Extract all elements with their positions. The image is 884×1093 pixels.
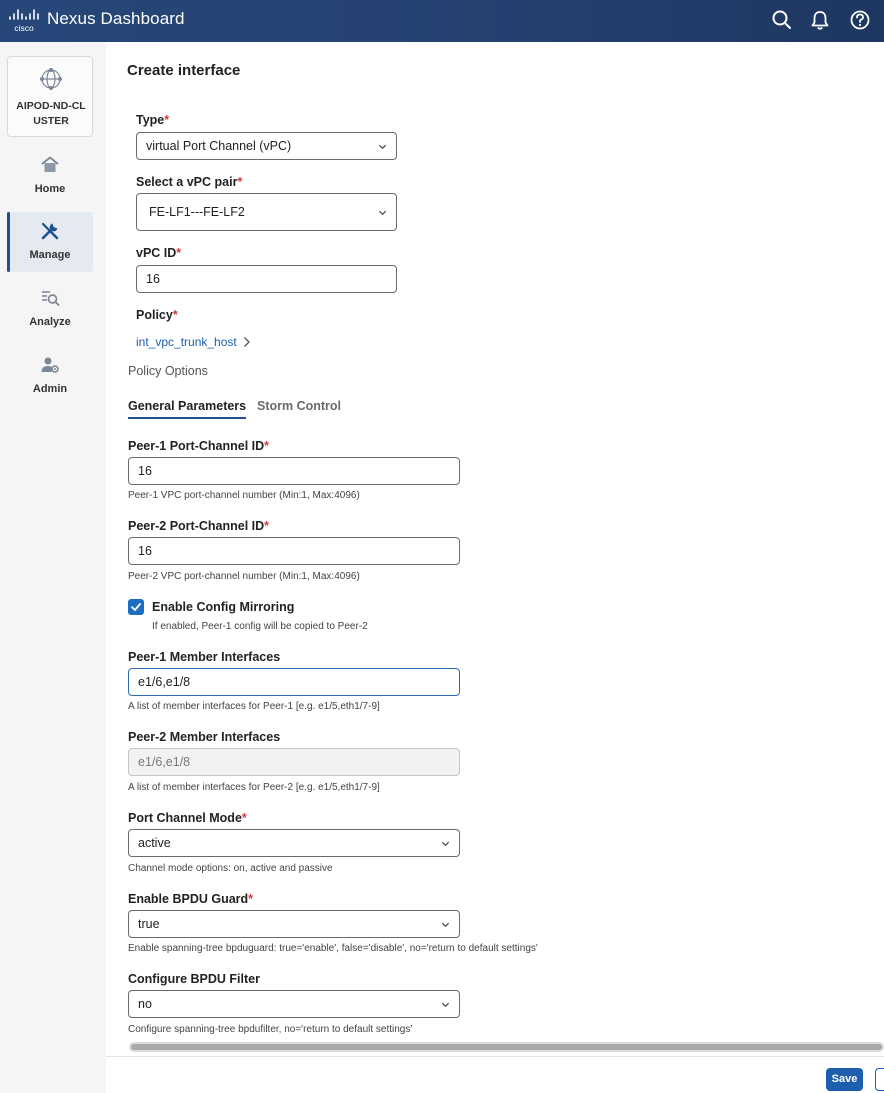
policy-options-heading: Policy Options <box>128 364 208 378</box>
policy-link-text: int_vpc_trunk_host <box>136 335 237 349</box>
top-bar <box>0 0 884 42</box>
bpdu-guard-value: true <box>138 917 160 931</box>
horizontal-scrollbar[interactable] <box>129 1042 884 1052</box>
vpc-id-value: 16 <box>146 272 160 286</box>
policy-link[interactable] <box>136 334 248 349</box>
peer1-pc-id-help: Peer-1 VPC port-channel number (Min:1, Max:4096) <box>128 490 360 501</box>
scrollbar-thumb[interactable] <box>131 1044 882 1050</box>
peer2-pc-id-help: Peer-2 VPC port-channel number (Min:1, Max:4096) <box>128 571 360 582</box>
help-icon[interactable] <box>849 9 871 31</box>
config-mirroring-label: Enable Config Mirroring <box>152 600 295 614</box>
type-label: Type* <box>136 113 170 127</box>
home-icon <box>40 155 60 175</box>
vpc-pair-label: Select a vPC pair* <box>136 175 243 189</box>
config-mirroring-checkbox[interactable] <box>128 599 144 615</box>
search-icon[interactable] <box>771 9 793 31</box>
type-select[interactable] <box>136 132 397 160</box>
analyze-icon <box>40 288 60 308</box>
svg-text:cisco: cisco <box>14 23 34 33</box>
save-button[interactable]: Save <box>826 1068 863 1091</box>
cluster-card[interactable] <box>7 56 93 137</box>
vpc-id-label: vPC ID* <box>136 246 182 260</box>
check-icon <box>130 601 142 613</box>
sidebar-item-home[interactable] <box>7 146 93 206</box>
peer2-members-input[interactable] <box>128 748 460 776</box>
sidebar-item-label: Home <box>34 183 66 195</box>
chevron-down-icon <box>441 839 450 848</box>
vpc-id-input[interactable] <box>136 265 397 293</box>
peer1-members-help: A list of member interfaces for Peer-1 [e.g. e1/5,eth1/7-9] <box>128 701 380 712</box>
sidebar-item-manage[interactable] <box>7 212 93 272</box>
globe-network-icon <box>39 67 63 91</box>
peer2-pc-id-label: Peer-2 Port-Channel ID* <box>128 519 270 533</box>
vpc-pair-select[interactable] <box>136 193 397 231</box>
cluster-name: AIPOD-ND-CL USTER <box>16 100 86 127</box>
main-content <box>106 42 884 1093</box>
policy-label: Policy* <box>136 308 178 322</box>
bell-icon[interactable] <box>809 9 831 31</box>
peer1-pc-id-label: Peer-1 Port-Channel ID* <box>128 439 270 453</box>
sidebar-item-label: Admin <box>32 383 68 395</box>
peer1-pc-id-input[interactable] <box>128 457 460 485</box>
sidebar-item-analyze[interactable] <box>7 279 93 339</box>
admin-icon <box>40 355 60 375</box>
vpc-pair-select-value: FE-LF1---FE-LF2 <box>149 205 245 219</box>
chevron-right-icon <box>243 336 251 348</box>
peer1-members-input[interactable] <box>128 668 460 696</box>
type-select-value: virtual Port Channel (vPC) <box>146 139 292 153</box>
wrench-icon <box>40 221 60 241</box>
cisco-logo <box>8 7 40 35</box>
tab-general-parameters[interactable]: General Parameters <box>128 399 246 419</box>
peer2-members-label: Peer-2 Member Interfaces <box>128 730 281 744</box>
chevron-down-icon <box>378 142 387 151</box>
peer1-members-value: e1/6,e1/8 <box>138 675 191 689</box>
peer1-pc-id-value: 16 <box>138 464 152 478</box>
sidebar <box>0 42 106 1093</box>
peer2-pc-id-input[interactable] <box>128 537 460 565</box>
peer2-members-help: A list of member interfaces for Peer-2 [e.g. e1/5,eth1/7-9] <box>128 782 380 793</box>
bpdu-filter-label: Configure BPDU Filter <box>128 972 260 986</box>
bpdu-filter-help: Configure spanning-tree bpdufilter, no='return to default settings' <box>128 1024 413 1035</box>
sidebar-item-label: Manage <box>29 249 71 261</box>
sidebar-item-label: Analyze <box>29 316 71 328</box>
chevron-down-icon <box>378 208 387 217</box>
bpdu-guard-label: Enable BPDU Guard* <box>128 892 254 906</box>
chevron-down-icon <box>441 1000 450 1009</box>
peer1-members-label: Peer-1 Member Interfaces <box>128 650 281 664</box>
peer2-pc-id-value: 16 <box>138 544 152 558</box>
pc-mode-value: active <box>138 836 171 850</box>
bpdu-filter-select[interactable] <box>128 990 460 1018</box>
bpdu-guard-select[interactable] <box>128 910 460 938</box>
secondary-button[interactable] <box>875 1068 884 1091</box>
page-title: Create interface <box>127 62 241 79</box>
chevron-down-icon <box>441 920 450 929</box>
footer-divider <box>106 1056 884 1057</box>
pc-mode-label: Port Channel Mode* <box>128 811 247 825</box>
pc-mode-select[interactable] <box>128 829 460 857</box>
pc-mode-help: Channel mode options: on, active and passive <box>128 863 333 874</box>
tab-storm-control[interactable]: Storm Control <box>257 399 342 413</box>
peer2-members-value: e1/6,e1/8 <box>138 755 191 769</box>
bpdu-filter-value: no <box>138 997 152 1011</box>
app-title: Nexus Dashboard <box>47 9 185 28</box>
bpdu-guard-help: Enable spanning-tree bpduguard: true='enable', false='disable', no='return to default settings' <box>128 943 538 954</box>
config-mirroring-help: If enabled, Peer-1 config will be copied to Peer-2 <box>152 621 368 632</box>
sidebar-item-admin[interactable] <box>7 346 93 406</box>
